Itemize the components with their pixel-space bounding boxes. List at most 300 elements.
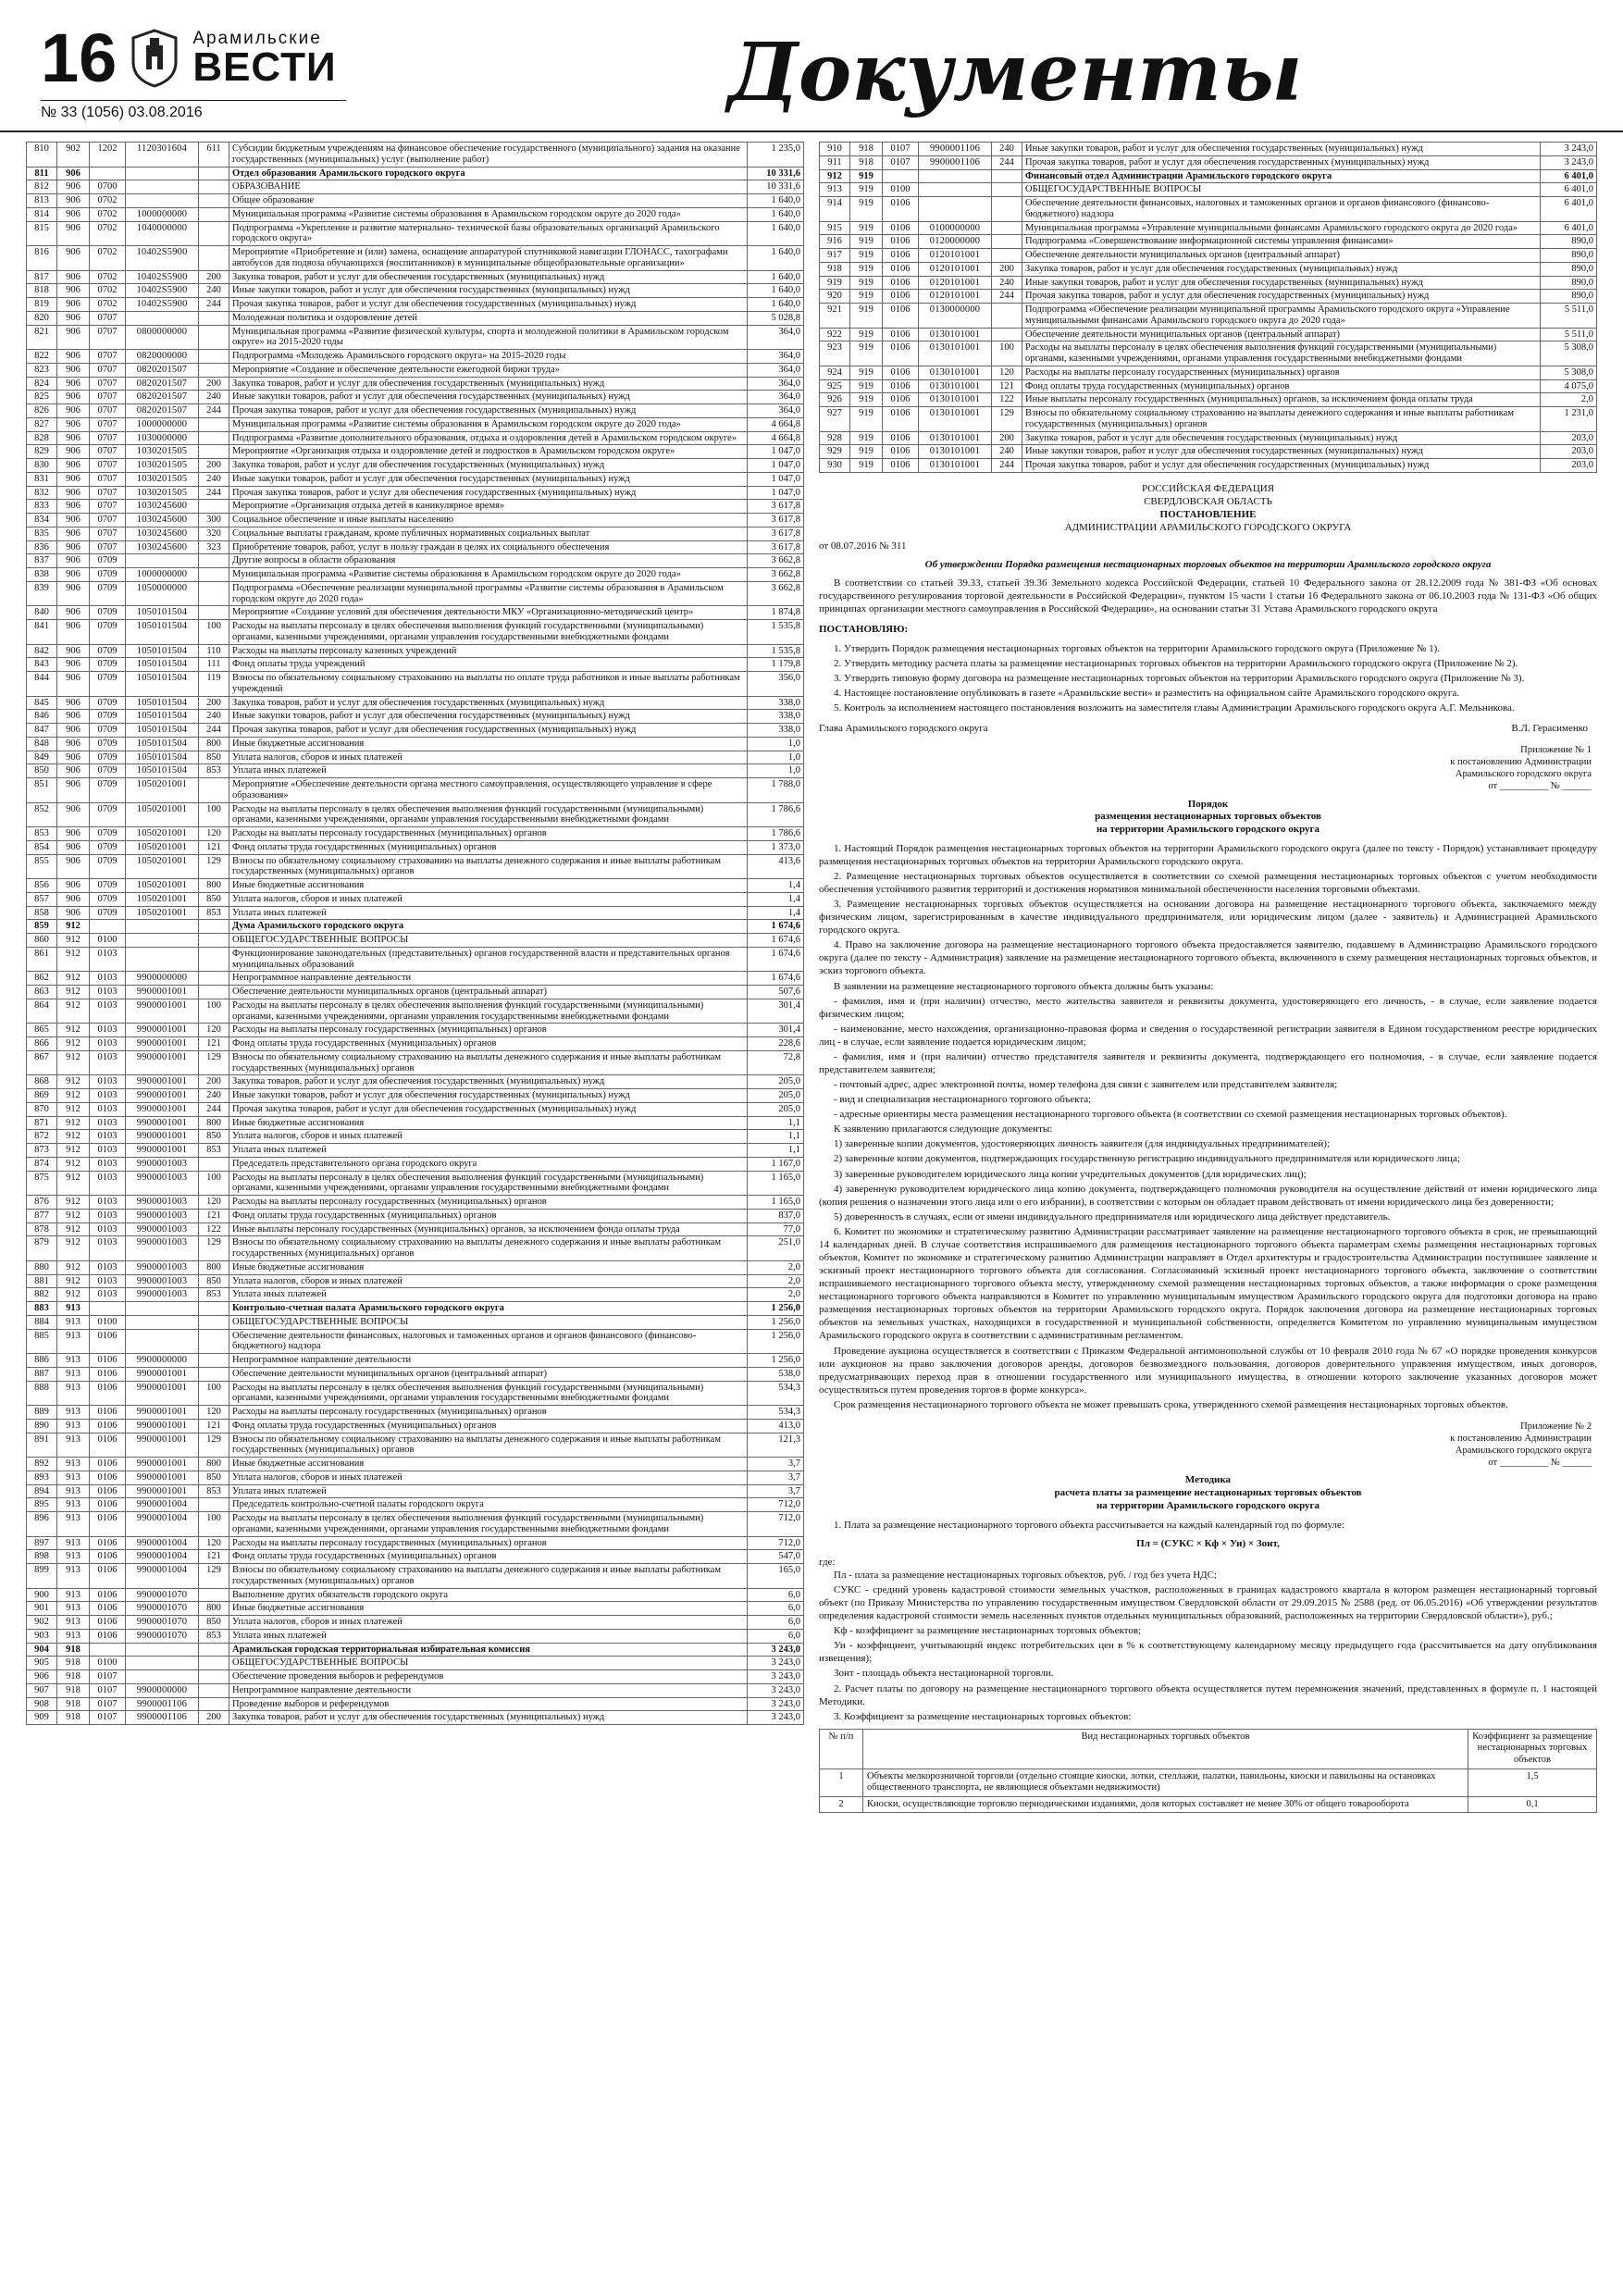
budget-cell-vr: 200 <box>199 270 229 284</box>
appendix1-paragraph: 3. Размещение нестационарных торговых объектов осуществляется на основании договора на размещение нестационарного торгового объекта, заключаемого между физическим лицом, зарегистрированным в качестве индивидуального предпринимателя, или юридическим лицом (далее - заявитель) и Администрацией Арамильского городского округа. <box>819 899 1597 937</box>
budget-cell-amount: 1,1 <box>748 1144 804 1158</box>
budget-cell-rownum: 922 <box>820 328 850 341</box>
resolution-subject: Об утверждении Порядка размещения нестационарных торговых объектов на территории Арамильского городского округа <box>924 559 1492 571</box>
budget-cell-name: Обеспечение деятельности муниципальных органов (центральный аппарат) <box>1022 328 1541 341</box>
budget-cell-rownum: 853 <box>27 827 57 841</box>
budget-cell-csr: 9900001003 <box>126 1171 199 1196</box>
budget-cell-rownum: 817 <box>27 270 57 284</box>
budget-cell-rownum: 855 <box>27 854 57 879</box>
budget-cell-razdel: 0106 <box>883 262 919 276</box>
budget-row <box>27 1102 804 1116</box>
appendix1-paragraphs <box>819 842 1597 1411</box>
budget-cell-amount: 3 662,8 <box>748 581 804 606</box>
budget-cell-grbs: 906 <box>57 764 90 778</box>
budget-cell-csr: 9900001001 <box>126 1406 199 1420</box>
budget-row <box>27 143 804 168</box>
budget-cell-grbs: 912 <box>57 1102 90 1116</box>
budget-cell-grbs: 906 <box>57 568 90 582</box>
budget-cell-vr <box>199 311 229 325</box>
budget-cell-amount: 1,4 <box>748 892 804 906</box>
budget-cell-grbs: 919 <box>850 262 883 276</box>
budget-row <box>27 1329 804 1354</box>
budget-row <box>27 1498 804 1512</box>
budget-cell-csr <box>126 1302 199 1316</box>
budget-cell-vr <box>199 1329 229 1354</box>
budget-cell-amount: 1 047,0 <box>748 445 804 459</box>
budget-row <box>820 276 1597 290</box>
budget-row <box>27 906 804 920</box>
budget-row <box>27 1315 804 1329</box>
budget-cell-csr: 9900001106 <box>919 143 992 156</box>
budget-cell-amount: 364,0 <box>748 350 804 364</box>
budget-row <box>27 1433 804 1458</box>
budget-cell-csr: 1050101504 <box>126 606 199 620</box>
budget-row <box>27 459 804 473</box>
budget-cell-csr: 1000000000 <box>126 417 199 431</box>
appendix-title-line: на территории Арамильского городского округа <box>1096 1499 1320 1511</box>
budget-cell-amount: 1 674,6 <box>748 920 804 934</box>
budget-cell-rownum: 925 <box>820 379 850 393</box>
budget-cell-razdel: 0107 <box>883 155 919 169</box>
budget-row <box>27 1367 804 1381</box>
appendix-label-line: к постановлению Администрации <box>1450 1433 1592 1445</box>
budget-cell-razdel: 0103 <box>90 972 126 986</box>
budget-cell-razdel: 0702 <box>90 246 126 271</box>
budget-row <box>27 920 804 934</box>
budget-cell-name: Социальные выплаты гражданам, кроме публичных нормативных социальных выплат <box>229 527 748 540</box>
budget-cell-rownum: 891 <box>27 1433 57 1458</box>
budget-cell-grbs: 912 <box>57 1222 90 1236</box>
budget-cell-name: Фонд оплаты труда государственных (муниципальных) органов <box>1022 379 1541 393</box>
budget-cell-name: Расходы на выплаты персоналу в целях обеспечения выполнения функций государственными (муниципальными) органами, казенными учреждениями, органами управления государственными внебюджетными фондами <box>229 1171 748 1196</box>
budget-cell-csr <box>126 1643 199 1657</box>
budget-cell-amount: 712,0 <box>748 1512 804 1537</box>
budget-row <box>27 658 804 672</box>
budget-cell-csr: 0100000000 <box>919 221 992 235</box>
budget-cell-razdel: 0707 <box>90 325 126 350</box>
resolution-date-number: от 08.07.2016 № 311 <box>819 540 907 552</box>
budget-cell-name: Проведение выборов и референдумов <box>229 1697 748 1711</box>
budget-row <box>27 1075 804 1089</box>
budget-cell-name: Непрограммное направление деятельности <box>229 1683 748 1697</box>
budget-cell-amount: 3 243,0 <box>748 1643 804 1657</box>
budget-cell-grbs: 906 <box>57 620 90 645</box>
budget-cell-vr: 800 <box>199 1602 229 1616</box>
budget-cell-csr: 1050201001 <box>126 827 199 841</box>
budget-cell-grbs: 912 <box>57 1171 90 1196</box>
budget-cell-csr: 1030245600 <box>126 527 199 540</box>
budget-cell-vr: 611 <box>199 143 229 168</box>
budget-cell-razdel: 0106 <box>883 304 919 329</box>
budget-cell-csr: 9900001001 <box>126 1381 199 1406</box>
budget-cell-rownum: 885 <box>27 1329 57 1354</box>
budget-cell-razdel: 0709 <box>90 906 126 920</box>
budget-cell-rownum: 896 <box>27 1512 57 1537</box>
budget-cell-name: Муниципальная программа «Развитие системы образования в Арамильском городском округе до 2020 года» <box>229 568 748 582</box>
budget-cell-razdel: 0709 <box>90 764 126 778</box>
budget-cell-grbs: 912 <box>57 947 90 972</box>
budget-cell-razdel: 0709 <box>90 737 126 751</box>
budget-cell-csr <box>126 920 199 934</box>
budget-cell-razdel: 0106 <box>883 235 919 249</box>
budget-cell-csr <box>919 197 992 222</box>
budget-cell-name: Уплата иных платежей <box>229 1629 748 1643</box>
budget-cell-razdel: 0709 <box>90 840 126 854</box>
budget-cell-amount: 1 373,0 <box>748 840 804 854</box>
budget-cell-rownum: 919 <box>820 276 850 290</box>
budget-cell-razdel <box>90 167 126 180</box>
budget-cell-vr <box>199 554 229 568</box>
budget-cell-razdel: 0103 <box>90 1037 126 1051</box>
budget-cell-grbs: 913 <box>57 1367 90 1381</box>
appendix-title-line: на территории Арамильского городского округа <box>1096 824 1320 835</box>
budget-cell-rownum: 884 <box>27 1315 57 1329</box>
budget-cell-amount: 3 243,0 <box>1541 155 1597 169</box>
formula: Пл = (СУКС × Кф × Уи) × Зонт, <box>1136 1537 1280 1549</box>
coefficient-row <box>820 1769 1597 1796</box>
budget-cell-name: Иные бюджетные ассигнования <box>229 737 748 751</box>
budget-cell-vr <box>199 1315 229 1329</box>
budget-cell-grbs: 919 <box>850 183 883 197</box>
budget-cell-grbs: 906 <box>57 751 90 764</box>
budget-cell-csr: 0120000000 <box>919 235 992 249</box>
budget-cell-vr: 129 <box>199 1564 229 1589</box>
budget-cell-razdel: 0106 <box>90 1512 126 1537</box>
budget-cell-grbs: 906 <box>57 472 90 486</box>
budget-row <box>820 431 1597 445</box>
budget-cell-razdel: 0103 <box>90 1130 126 1144</box>
budget-cell-amount: 712,0 <box>748 1536 804 1550</box>
budget-row <box>27 999 804 1024</box>
appendix-title-line: Методика <box>1184 1474 1232 1486</box>
budget-cell-grbs: 906 <box>57 892 90 906</box>
budget-cell-name: Расходы на выплаты персоналу государственных (муниципальных) органов <box>229 1536 748 1550</box>
coefficient-table <box>819 1729 1597 1814</box>
budget-cell-csr: 0130000000 <box>919 304 992 329</box>
budget-cell-razdel: 0709 <box>90 581 126 606</box>
budget-cell-name: Прочая закупка товаров, работ и услуг для обеспечения государственных (муниципальных) нужд <box>229 486 748 500</box>
left-column <box>26 142 804 1813</box>
budget-cell-csr: 9900001001 <box>126 1419 199 1433</box>
budget-cell-csr <box>126 1670 199 1684</box>
budget-cell-rownum: 847 <box>27 724 57 738</box>
budget-cell-csr: 1050201001 <box>126 906 199 920</box>
budget-cell-grbs: 913 <box>57 1354 90 1368</box>
budget-row <box>27 1354 804 1368</box>
budget-row <box>27 751 804 764</box>
budget-row <box>27 207 804 221</box>
signature-row <box>819 722 1588 735</box>
budget-cell-razdel: 0106 <box>90 1588 126 1602</box>
coefficient-table-header: Вид нестационарных торговых объектов <box>863 1729 1468 1769</box>
budget-cell-csr: 9900001001 <box>126 1089 199 1103</box>
budget-cell-csr: 1050201001 <box>126 892 199 906</box>
budget-cell-amount: 301,4 <box>748 1024 804 1037</box>
budget-cell-name: Обеспечение деятельности финансовых, налоговых и таможенных органов и органов финансового (финансово-бюджетного) надзора <box>1022 197 1541 222</box>
budget-cell-razdel: 1202 <box>90 143 126 168</box>
budget-row <box>27 1670 804 1684</box>
budget-cell-razdel: 0100 <box>883 183 919 197</box>
budget-cell-rownum: 851 <box>27 778 57 803</box>
budget-cell-grbs: 913 <box>57 1588 90 1602</box>
budget-cell-razdel: 0106 <box>90 1406 126 1420</box>
budget-cell-razdel: 0106 <box>90 1433 126 1458</box>
budget-row <box>27 1697 804 1711</box>
budget-cell-rownum: 872 <box>27 1130 57 1144</box>
masthead <box>41 19 448 121</box>
page-number: 16 <box>41 19 118 96</box>
right-column <box>819 142 1597 1813</box>
budget-cell-grbs: 913 <box>57 1550 90 1564</box>
budget-cell-csr: 0130101001 <box>919 431 992 445</box>
budget-cell-grbs: 906 <box>57 672 90 697</box>
budget-cell-amount: 3 243,0 <box>748 1697 804 1711</box>
budget-cell-rownum: 857 <box>27 892 57 906</box>
appendix1-paragraph: В заявлении на размещение нестационарного торгового объекта должны быть указаны: <box>834 980 1214 992</box>
budget-cell-razdel: 0707 <box>90 417 126 431</box>
appendix1-paragraph: - фамилия, имя и (при наличии) отчество представителя заявителя и реквизиты документа, подтверждающего его полномочия, - в случае, если заявление подается представителем заявителя; <box>819 1050 1597 1075</box>
appendix1-paragraph: - почтовый адрес, адрес электронной почты, номер телефона для связи с заявителем или представителем заявителя; <box>834 1079 1338 1091</box>
budget-cell-vr: 853 <box>199 1144 229 1158</box>
budget-cell-amount: 4 664,8 <box>748 417 804 431</box>
budget-cell-razdel: 0709 <box>90 672 126 697</box>
budget-cell-vr <box>992 249 1022 263</box>
budget-cell-amount: 251,0 <box>748 1236 804 1261</box>
budget-cell-rownum: 889 <box>27 1406 57 1420</box>
budget-row <box>27 1274 804 1288</box>
budget-cell-razdel: 0707 <box>90 486 126 500</box>
budget-cell-name: Иные бюджетные ассигнования <box>229 1602 748 1616</box>
budget-cell-amount: 2,0 <box>748 1288 804 1302</box>
budget-cell-vr <box>199 207 229 221</box>
budget-cell-amount: 1,4 <box>748 879 804 893</box>
budget-cell-razdel: 0103 <box>90 1024 126 1037</box>
budget-cell-amount: 1 165,0 <box>748 1171 804 1196</box>
budget-cell-razdel: 0702 <box>90 284 126 298</box>
budget-cell-rownum: 890 <box>27 1419 57 1433</box>
budget-cell-rownum: 915 <box>820 221 850 235</box>
budget-cell-amount: 6,0 <box>748 1629 804 1643</box>
budget-cell-name: Уплата налогов, сборов и иных платежей <box>229 1274 748 1288</box>
budget-cell-rownum: 836 <box>27 540 57 554</box>
budget-cell-vr: 100 <box>199 620 229 645</box>
budget-row <box>820 235 1597 249</box>
budget-cell-vr: 240 <box>992 276 1022 290</box>
budget-cell-name: Расходы на выплаты персоналу государственных (муниципальных) органов <box>229 1024 748 1037</box>
budget-cell-razdel: 0702 <box>90 270 126 284</box>
budget-cell-vr <box>199 221 229 246</box>
budget-cell-amount: 77,0 <box>748 1222 804 1236</box>
budget-row <box>27 1419 804 1433</box>
budget-row <box>27 1288 804 1302</box>
resolution-document <box>819 482 1597 1814</box>
budget-cell-grbs: 906 <box>57 540 90 554</box>
budget-cell-rownum: 882 <box>27 1288 57 1302</box>
budget-cell-name: Закупка товаров, работ и услуг для обеспечения государственных (муниципальных) нужд <box>1022 431 1541 445</box>
formula-definitions <box>819 1569 1597 1681</box>
budget-cell-csr <box>126 194 199 208</box>
budget-cell-name: Прочая закупка товаров, работ и услуг для обеспечения государственных (муниципальных) нужд <box>1022 290 1541 304</box>
budget-cell-grbs: 919 <box>850 221 883 235</box>
budget-cell-csr <box>126 934 199 948</box>
budget-cell-csr <box>126 167 199 180</box>
budget-cell-rownum: 910 <box>820 143 850 156</box>
budget-cell-razdel: 0107 <box>90 1683 126 1697</box>
budget-cell-grbs: 913 <box>57 1484 90 1498</box>
budget-cell-razdel: 0106 <box>90 1329 126 1354</box>
budget-cell-name: Мероприятие «Создание и обеспечение деятельности ежегодной биржи труда» <box>229 363 748 377</box>
budget-cell-grbs: 912 <box>57 1024 90 1037</box>
appendix-title-line: Порядок <box>1187 798 1229 810</box>
budget-cell-csr: 1120301604 <box>126 143 199 168</box>
budget-cell-vr: 850 <box>199 1274 229 1288</box>
budget-cell-amount: 3,7 <box>748 1471 804 1484</box>
budget-cell-razdel: 0707 <box>90 472 126 486</box>
budget-cell-vr: 100 <box>199 1381 229 1406</box>
budget-cell-amount: 1 640,0 <box>748 246 804 271</box>
budget-cell-grbs: 918 <box>57 1697 90 1711</box>
appendix-label-line: от __________ № ______ <box>1488 1458 1592 1469</box>
resolution-doc-type: ПОСТАНОВЛЕНИЕ <box>1159 508 1257 520</box>
budget-cell-vr: 121 <box>199 1209 229 1222</box>
resolution-preamble: В соответствии со статьей 39.33, статьей 39.36 Земельного кодекса Российской Федерации, статьей 10 Федерального закона от 28.12.2009 года № 381-ФЗ «Об основах государственного регулирования торговой деятельности в Российской Федерации», пунктом 15 части 1 статьи 16 Федерального закона от 06.10.2003 года № 131-ФЗ «Об общих принципах организации местного самоуправления в Российской Федерации», на основании статьи 31 Устава Арамильского городского округа <box>819 577 1597 615</box>
budget-cell-grbs: 919 <box>850 169 883 183</box>
budget-cell-vr: 119 <box>199 672 229 697</box>
budget-cell-grbs: 912 <box>57 1288 90 1302</box>
budget-cell-grbs: 912 <box>57 1089 90 1103</box>
budget-cell-name: Расходы на выплаты персоналу в целях обеспечения выполнения функций государственными (муниципальными) органами, казенными учреждениями, органами управления государственными внебюджетными фондами <box>229 802 748 827</box>
budget-cell-rownum: 842 <box>27 644 57 658</box>
budget-cell-amount: 205,0 <box>748 1089 804 1103</box>
budget-cell-razdel: 0103 <box>90 1196 126 1210</box>
budget-cell-name: Молодежная политика и оздоровление детей <box>229 311 748 325</box>
budget-cell-vr <box>199 1498 229 1512</box>
budget-cell-csr: 1030201505 <box>126 445 199 459</box>
budget-cell-vr: 800 <box>199 1260 229 1274</box>
budget-cell-vr <box>992 183 1022 197</box>
budget-cell-csr: 0130101001 <box>919 328 992 341</box>
budget-row <box>820 393 1597 407</box>
budget-cell-vr: 121 <box>992 379 1022 393</box>
budget-cell-rownum: 856 <box>27 879 57 893</box>
budget-cell-vr: 240 <box>992 445 1022 459</box>
budget-cell-vr <box>199 1302 229 1316</box>
budget-cell-rownum: 835 <box>27 527 57 540</box>
budget-cell-grbs: 906 <box>57 221 90 246</box>
budget-cell-vr <box>199 500 229 514</box>
budget-row <box>27 1711 804 1725</box>
budget-cell-razdel: 0709 <box>90 802 126 827</box>
budget-cell-razdel: 0106 <box>883 290 919 304</box>
budget-cell-csr: 1030000000 <box>126 431 199 445</box>
budget-cell-name: Иные бюджетные ассигнования <box>229 1458 748 1471</box>
budget-cell-vr: 111 <box>199 658 229 672</box>
budget-cell-vr <box>199 1683 229 1697</box>
budget-cell-vr: 800 <box>199 737 229 751</box>
budget-cell-amount: 1 165,0 <box>748 1196 804 1210</box>
budget-row <box>27 606 804 620</box>
budget-cell-rownum: 871 <box>27 1116 57 1130</box>
appendix1-paragraph: 1) заверенные копии документов, удостоверяющих личность заявителя (для индивидуальных предпринимателей); <box>834 1138 1331 1150</box>
budget-cell-grbs: 906 <box>57 486 90 500</box>
budget-cell-name: ОБЩЕГОСУДАРСТВЕННЫЕ ВОПРОСЫ <box>1022 183 1541 197</box>
budget-cell-razdel: 0106 <box>883 445 919 459</box>
budget-cell-rownum: 930 <box>820 459 850 473</box>
resolution-item: 5. Контроль за исполнением настоящего постановления возложить на заместителя главы Администрации Арамильского городского округа А.Г. Мельникова. <box>834 701 1515 714</box>
budget-cell-amount: 5 308,0 <box>1541 366 1597 379</box>
budget-cell-rownum: 850 <box>27 764 57 778</box>
budget-cell-vr <box>992 235 1022 249</box>
budget-cell-razdel: 0106 <box>883 249 919 263</box>
budget-cell-name: Уплата налогов, сборов и иных платежей <box>229 892 748 906</box>
budget-row <box>27 363 804 377</box>
budget-cell-rownum: 859 <box>27 920 57 934</box>
budget-cell-amount: 1 256,0 <box>748 1354 804 1368</box>
budget-cell-name: Уплата иных платежей <box>229 1484 748 1498</box>
budget-cell-rownum: 900 <box>27 1588 57 1602</box>
budget-row <box>27 284 804 298</box>
budget-cell-razdel: 0106 <box>90 1419 126 1433</box>
budget-cell-name: Подпрограмма «Молодежь Арамильского городского округа» на 2015-2020 годы <box>229 350 748 364</box>
budget-cell-razdel: 0103 <box>90 999 126 1024</box>
budget-cell-amount: 1 167,0 <box>748 1157 804 1171</box>
budget-cell-amount: 5 308,0 <box>1541 341 1597 366</box>
budget-cell-grbs: 913 <box>57 1315 90 1329</box>
budget-cell-razdel: 0103 <box>90 1075 126 1089</box>
budget-cell-name: Прочая закупка товаров, работ и услуг для обеспечения государственных (муниципальных) нужд <box>229 724 748 738</box>
budget-cell-name: Закупка товаров, работ и услуг для обеспечения государственных (муниципальных) нужд <box>229 377 748 391</box>
budget-row <box>27 1602 804 1616</box>
coeff-cell-num: 1 <box>820 1769 863 1796</box>
budget-row <box>27 1050 804 1075</box>
budget-cell-rownum: 907 <box>27 1683 57 1697</box>
budget-cell-rownum: 810 <box>27 143 57 168</box>
budget-cell-grbs: 912 <box>57 1209 90 1222</box>
budget-cell-csr: 1050101504 <box>126 710 199 724</box>
budget-cell-razdel: 0100 <box>90 1657 126 1670</box>
budget-row <box>27 764 804 778</box>
budget-cell-amount: 534,3 <box>748 1381 804 1406</box>
resolution-items <box>819 642 1597 714</box>
budget-cell-grbs: 906 <box>57 802 90 827</box>
budget-cell-grbs: 912 <box>57 986 90 999</box>
budget-row <box>27 737 804 751</box>
budget-cell-rownum: 928 <box>820 431 850 445</box>
budget-cell-csr: 9900001106 <box>126 1711 199 1725</box>
formula-definition: Уи - коэффициент, учитывающий индекс потребительских цен в % к соответствующему календарному месяцу предыдущего года (рассчитывается на дату опубликования извещения); <box>819 1640 1597 1665</box>
budget-cell-grbs: 918 <box>57 1643 90 1657</box>
budget-cell-rownum: 875 <box>27 1171 57 1196</box>
budget-cell-rownum: 898 <box>27 1550 57 1564</box>
budget-row <box>820 459 1597 473</box>
budget-cell-csr: 0130101001 <box>919 366 992 379</box>
budget-cell-vr: 120 <box>199 1406 229 1420</box>
budget-row <box>27 325 804 350</box>
budget-cell-grbs: 902 <box>57 143 90 168</box>
budget-cell-rownum: 873 <box>27 1144 57 1158</box>
resolution-item: 2. Утвердить методику расчета платы за размещение нестационарных торговых объектов на территории Арамильского городского округа (Приложение № 2). <box>834 657 1518 669</box>
budget-cell-name: Подпрограмма «Развитие дополнительного образования, отдыха и оздоровления детей в Арамильском городском округе» <box>229 431 748 445</box>
budget-cell-name: Обеспечение деятельности муниципальных органов (центральный аппарат) <box>1022 249 1541 263</box>
budget-cell-amount: 3,7 <box>748 1458 804 1471</box>
budget-cell-rownum: 844 <box>27 672 57 697</box>
budget-row <box>27 879 804 893</box>
budget-cell-name: Взносы по обязательному социальному страхованию на выплаты денежного содержания и иные выплаты работникам государственных (муниципальных) органов <box>229 1236 748 1261</box>
budget-cell-rownum: 814 <box>27 207 57 221</box>
budget-cell-razdel: 0106 <box>883 276 919 290</box>
budget-cell-rownum: 870 <box>27 1102 57 1116</box>
budget-cell-grbs: 906 <box>57 246 90 271</box>
